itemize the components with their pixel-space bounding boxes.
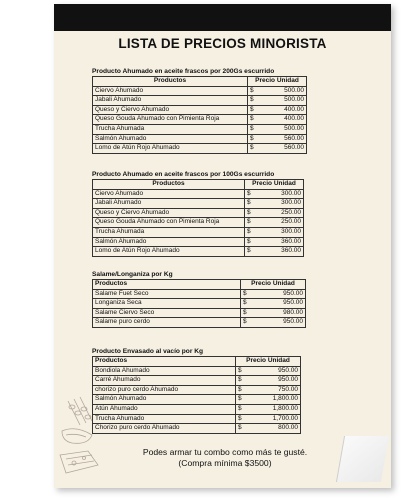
price-table [92, 76, 307, 154]
section-title: Producto Ahumado en aceite frascos por 200Gs escurrido [92, 68, 275, 75]
currency-symbol: $ [248, 86, 261, 96]
currency-symbol: $ [245, 199, 258, 209]
currency-symbol: $ [248, 105, 261, 115]
price-table [92, 179, 304, 257]
product-name: Lomo de Atún Rojo Ahumado [93, 144, 248, 154]
product-name: Queso Gouda Ahumado con Pimienta Roja [93, 218, 245, 228]
table-row [93, 247, 304, 257]
section-title: Producto Ahumado en aceite frascos por 100Gs escurrido [92, 171, 275, 178]
product-price: 400.00 [260, 105, 307, 115]
table-row [93, 115, 307, 125]
currency-symbol: $ [245, 208, 258, 218]
table-row [93, 366, 301, 376]
currency-symbol: $ [248, 96, 261, 106]
footer-note [100, 447, 350, 468]
product-price: 300.00 [257, 227, 304, 237]
currency-symbol: $ [245, 218, 258, 228]
table-row [93, 86, 307, 96]
product-name: Salmón Ahumado [93, 395, 236, 405]
price-table [92, 356, 301, 434]
currency-symbol: $ [241, 299, 255, 309]
currency-symbol: $ [248, 124, 261, 134]
section-salame [92, 271, 322, 328]
product-name: Carré Ahumado [93, 376, 236, 386]
currency-symbol: $ [236, 395, 250, 405]
currency-symbol: $ [248, 115, 261, 125]
table-row [93, 385, 301, 395]
product-name: Trucha Ahumado [93, 414, 236, 424]
currency-symbol: $ [245, 189, 258, 199]
currency-symbol: $ [241, 318, 255, 328]
product-price: 950.00 [254, 289, 305, 299]
col-price-header: Precio Unidad [241, 280, 306, 290]
table-row [93, 376, 301, 386]
product-name: Salame Fuet Seco [93, 289, 241, 299]
product-price: 250.00 [257, 208, 304, 218]
product-name: Queso y Ciervo Ahumado [93, 208, 245, 218]
product-price: 950.00 [254, 318, 305, 328]
section-smoked-100g [92, 171, 322, 257]
table-row [93, 289, 306, 299]
table-row [93, 124, 307, 134]
currency-symbol: $ [248, 134, 261, 144]
product-name: Salmón Ahumado [93, 237, 245, 247]
product-price: 1,800.00 [249, 395, 300, 405]
section-smoked-200g [92, 68, 322, 154]
product-name: Salmón Ahumado [93, 134, 248, 144]
product-name: Jabali Ahumado [93, 96, 248, 106]
product-name: Chorizo puro cerdo Ahumado [93, 424, 236, 434]
product-name: chorizo puro cerdo Ahumado [93, 385, 236, 395]
section-vacuum-packed [92, 348, 322, 434]
product-price: 560.00 [260, 144, 307, 154]
currency-symbol: $ [245, 237, 258, 247]
table-row [93, 227, 304, 237]
table-row [93, 424, 301, 434]
product-price: 500.00 [260, 124, 307, 134]
product-name: Ciervo Ahumado [93, 189, 245, 199]
table-row [93, 414, 301, 424]
product-price: 360.00 [257, 237, 304, 247]
col-products-header: Productos [93, 280, 241, 290]
col-products-header: Productos [93, 77, 248, 87]
product-name: Trucha Ahumada [93, 227, 245, 237]
product-price: 980.00 [254, 308, 305, 318]
currency-symbol: $ [245, 247, 258, 257]
product-price: 800.00 [249, 424, 300, 434]
currency-symbol: $ [241, 289, 255, 299]
footer-line-2: (Compra mínima $3500) [178, 457, 272, 468]
section-title: Producto Envasado al vacío por Kg [92, 348, 204, 355]
footer-line-1: Podes armar tu combo como más te gusté. [142, 447, 308, 457]
product-price: 950.00 [254, 299, 305, 309]
product-price: 1,700.00 [249, 414, 300, 424]
product-name: Queso Gouda Ahumado con Pimienta Roja [93, 115, 248, 125]
currency-symbol: $ [241, 308, 255, 318]
food-sketch-illustration [58, 395, 118, 485]
table-row [93, 105, 307, 115]
product-price: 300.00 [257, 189, 304, 199]
product-price: 500.00 [260, 96, 307, 106]
page-title: LISTA DE PRECIOS MINORISTA [118, 36, 327, 51]
product-price: 300.00 [257, 199, 304, 209]
product-name: Trucha Ahumada [93, 124, 248, 134]
table-row [93, 237, 304, 247]
product-price: 950.00 [249, 376, 300, 386]
table-row [93, 318, 306, 328]
table-row [93, 404, 301, 414]
table-row [93, 189, 304, 199]
table-row [93, 395, 301, 405]
product-name: Salame puro cerdo [93, 318, 241, 328]
col-price-header: Precio Unidad [236, 357, 301, 367]
table-row [93, 199, 304, 209]
table-row [93, 218, 304, 228]
table-row [93, 208, 304, 218]
table-row [93, 134, 307, 144]
product-price: 560.00 [260, 134, 307, 144]
header-black-band [54, 4, 391, 31]
currency-symbol: $ [236, 366, 250, 376]
table-row [93, 308, 306, 318]
product-price: 750.00 [249, 385, 300, 395]
product-name: Ciervo Ahumado [93, 86, 248, 96]
product-name: Salame Ciervo Seco [93, 308, 241, 318]
product-name: Jabali Ahumado [93, 199, 245, 209]
currency-symbol: $ [236, 404, 250, 414]
currency-symbol: $ [236, 414, 250, 424]
table-row [93, 299, 306, 309]
currency-symbol: $ [236, 385, 250, 395]
currency-symbol: $ [245, 227, 258, 237]
currency-symbol: $ [236, 424, 250, 434]
product-name: Queso y Ciervo Ahumado [93, 105, 248, 115]
price-table [92, 279, 306, 328]
table-row [93, 144, 307, 154]
product-price: 1,800.00 [249, 404, 300, 414]
product-name: Bondiola Ahumado [93, 366, 236, 376]
currency-symbol: $ [248, 144, 261, 154]
col-products-header: Productos [93, 357, 236, 367]
product-price: 360.00 [257, 247, 304, 257]
currency-symbol: $ [236, 376, 250, 386]
product-name: Longaniza Seca [93, 299, 241, 309]
table-row [93, 96, 307, 106]
product-price: 400.00 [260, 115, 307, 125]
col-products-header: Productos [93, 180, 245, 190]
product-name: Lomo de Atún Rojo Ahumado [93, 247, 245, 257]
product-name: Atún Ahumado [93, 404, 236, 414]
product-price: 950.00 [249, 366, 300, 376]
col-price-header: Precio Unidad [245, 180, 304, 190]
section-title: Salame/Longaniza por Kg [92, 271, 173, 278]
col-price-header: Precio Unidad [248, 77, 307, 87]
product-price: 250.00 [257, 218, 304, 228]
product-price: 500.00 [260, 86, 307, 96]
